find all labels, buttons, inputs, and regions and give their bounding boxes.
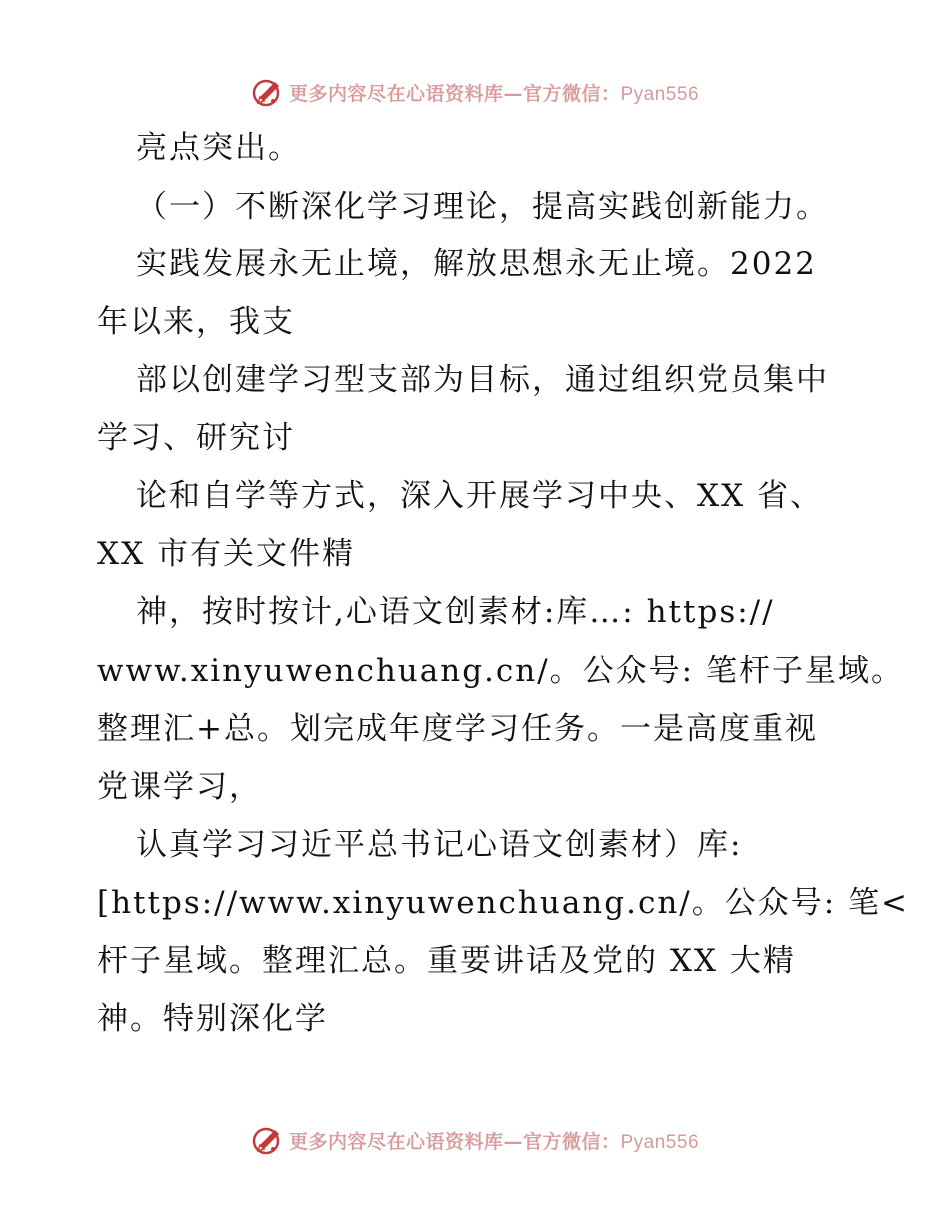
- text-line: www.xinyuwenchuang.cn/。公众号: 笔杆子星域。: [97, 653, 904, 689]
- text-line: 神，按时按计,心语文创素材:库…: https://: [136, 594, 775, 630]
- header-watermark: [0, 72, 950, 112]
- pen-logo-icon: [251, 75, 285, 109]
- footer-watermark: [0, 1120, 950, 1160]
- text-line: 部以创建学习型支部为目标，通过组织党员集中: [136, 362, 829, 398]
- text-line: 实践发展永无止境，解放思想永无止境。2022: [136, 246, 817, 282]
- section-heading: （一）不断深化学习理论，提高实践创新能力。: [136, 189, 829, 225]
- text-line: 杆子星域。整理汇总。重要讲话及党的 XX 大精: [97, 943, 796, 979]
- text-line: 整理汇+总。划完成年度学习任务。一是高度重视: [97, 711, 818, 747]
- pen-logo-icon: [251, 1123, 285, 1157]
- text-line: 论和自学等方式，深入开展学习中央、XX 省、: [136, 478, 823, 514]
- text-line: 年以来，我支: [97, 304, 295, 340]
- text-line: 认真学习习近平总书记心语文创素材）库:: [136, 827, 743, 863]
- watermark-text: 更多内容尽在心语资料库—官方微信：Pyan556: [288, 1130, 700, 1153]
- text-line: 神。特别深化学: [97, 1001, 328, 1037]
- text-line: XX 市有关文件精: [97, 536, 355, 572]
- text-line: [https://www.xinyuwenchuang.cn/。公众号: 笔<: [97, 885, 910, 921]
- text-line: 党课学习，: [97, 769, 262, 805]
- watermark-text: 更多内容尽在心语资料库—官方微信：Pyan556: [288, 82, 700, 105]
- text-line: 亮点突出。: [136, 130, 301, 166]
- text-line: 学习、研究讨: [97, 420, 295, 456]
